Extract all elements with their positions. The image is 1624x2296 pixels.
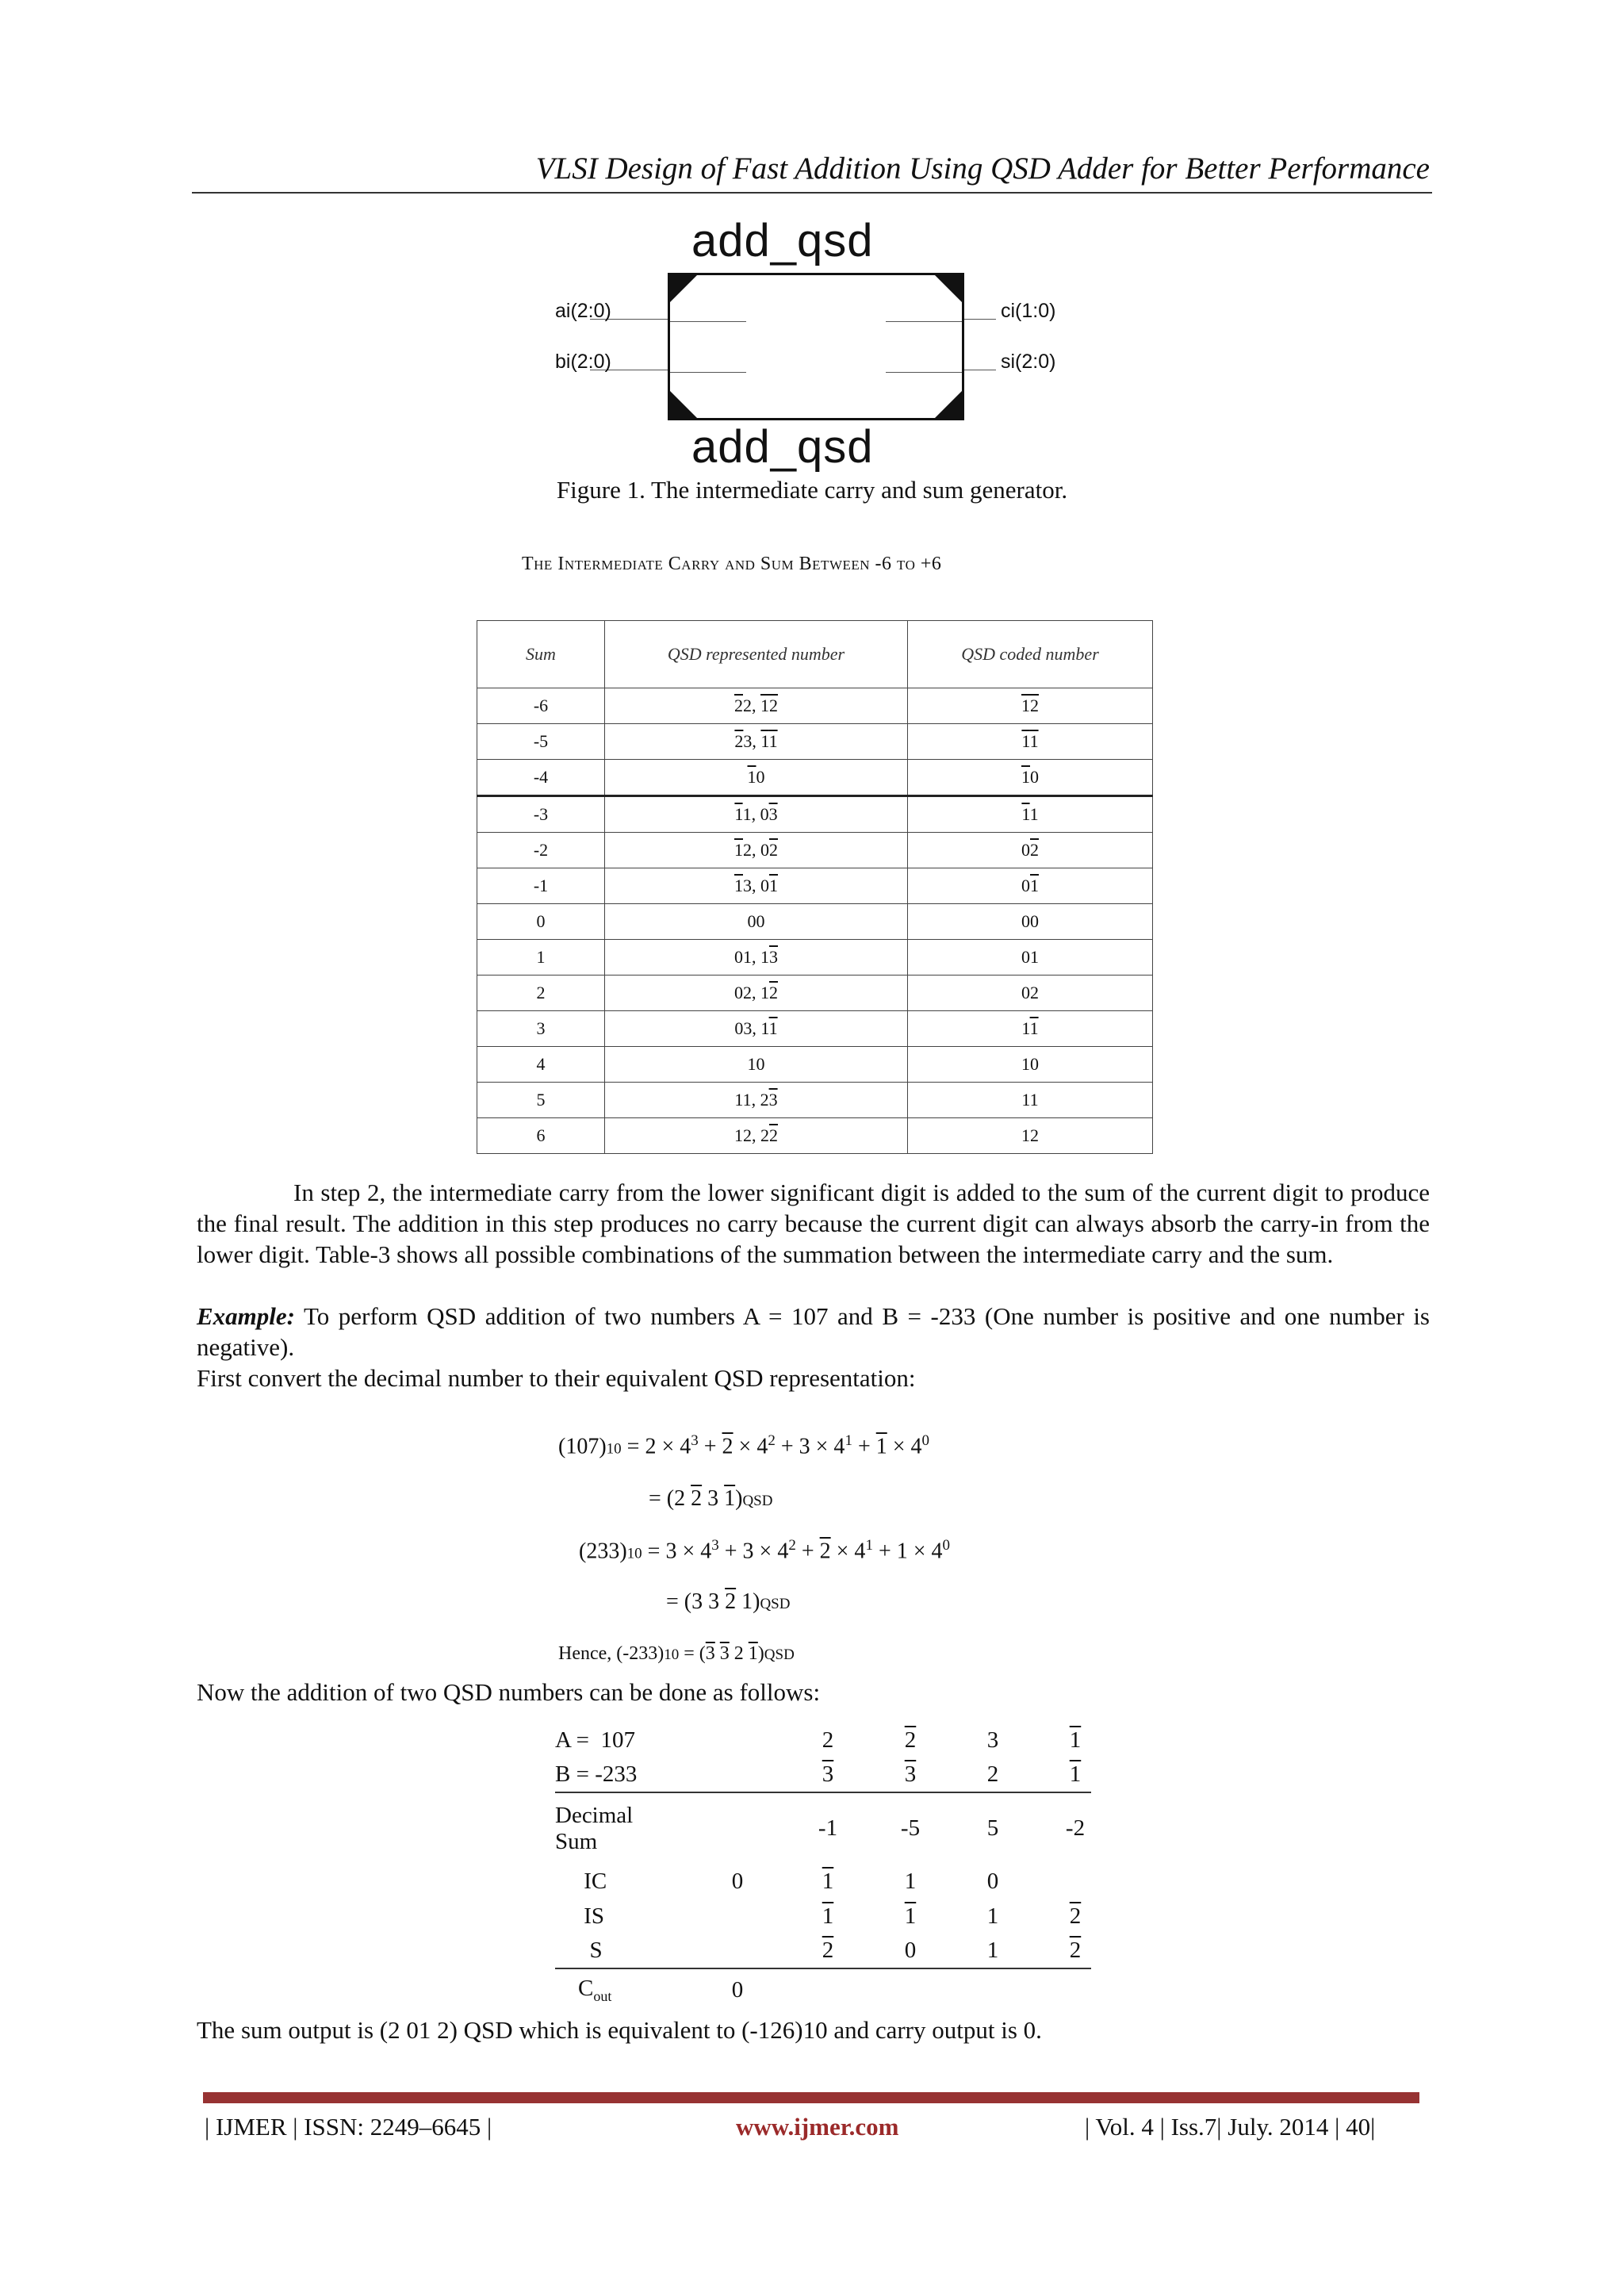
example-digit: 2 [822, 1727, 834, 1753]
carry-sum-table [477, 620, 1153, 1154]
example-digit [844, 1968, 926, 2011]
cell-represented: 00 [605, 904, 908, 940]
example-row [555, 1723, 1091, 1757]
example-carry-in [714, 1934, 761, 1968]
cell-sum: 2 [477, 976, 605, 1011]
cell-coded: 01 [908, 868, 1153, 904]
example-digit: -2 [1009, 1792, 1091, 1864]
example-row-label: IC [555, 1868, 607, 1894]
example-digit: -1 [761, 1792, 844, 1864]
table-row [477, 904, 1153, 940]
example-row [555, 1899, 1091, 1934]
block-name-top: add_qsd [691, 215, 874, 266]
example-digit [761, 1968, 844, 2011]
block-corner-br [934, 390, 963, 419]
cell-represented: 02, 12 [605, 976, 908, 1011]
table-title: The Intermediate Carry and Sum Between -6 to +6 [522, 554, 942, 574]
table-row [477, 1047, 1153, 1083]
wire-b [670, 372, 746, 373]
block-name-bottom: add_qsd [691, 421, 874, 473]
example-carry-in [714, 1899, 761, 1934]
example-digit: 1 [822, 1868, 834, 1894]
example-digit: 1 [822, 1903, 834, 1929]
table-row [477, 833, 1153, 868]
table-row [477, 796, 1153, 833]
table-row [477, 1083, 1153, 1118]
example-row [555, 1792, 1091, 1864]
example-paragraph [197, 1301, 1430, 1363]
table-row [477, 760, 1153, 796]
cell-represented: 10 [605, 1047, 908, 1083]
example-digit: 1 [1069, 1761, 1082, 1787]
example-carry-in: 0 [714, 1968, 761, 2011]
cell-represented: 10 [605, 760, 908, 796]
cell-coded: 11 [908, 796, 1153, 833]
table-row [477, 976, 1153, 1011]
footer-volume: | Vol. 4 | Iss.7| July. 2014 | 40| [1085, 2113, 1376, 2141]
port-si: si(2:0) [1001, 351, 1056, 373]
equation-5: Hence, (-233)10 = (3 3 2 1)QSD [558, 1643, 795, 1664]
example-body [555, 1723, 1091, 2011]
example-digit: 0 [986, 1868, 999, 1894]
cell-represented: 12, 22 [605, 1118, 908, 1154]
cell-represented: 11, 03 [605, 796, 908, 833]
example-digit [1009, 1968, 1091, 2011]
cell-represented: 01, 13 [605, 940, 908, 976]
cell-sum: -2 [477, 833, 605, 868]
col-header-sum: Sum [477, 621, 605, 688]
result-line: The sum output is (2 01 2) QSD which is equivalent to (-126)10 and carry output is 0. [197, 2016, 1042, 2044]
example-row-label: B = -233 [555, 1761, 638, 1787]
cell-sum: 6 [477, 1118, 605, 1154]
cell-coded: 12 [908, 1118, 1153, 1154]
equation-3: $(233)10 = 3 \times 4^3 + 3 \times 4^2 + 2 \times 4^1 + 1 \times 4^0$ [579, 1537, 951, 1564]
example-carry-in [714, 1792, 761, 1864]
example-digit: 3 [986, 1727, 999, 1753]
example-row [555, 1934, 1091, 1968]
table-row [477, 868, 1153, 904]
example-digit: 1 [986, 1938, 999, 1963]
table-row [477, 688, 1153, 724]
example-row-label: A = 107 [555, 1727, 635, 1753]
port-ai: ai(2:0) [555, 300, 611, 322]
port-ci: ci(1:0) [1001, 300, 1056, 322]
example-row-label: IS [555, 1903, 605, 1929]
running-title: VLSI Design of Fast Addition Using QSD Adder for Better Performance [535, 151, 1430, 186]
table-row [477, 1118, 1153, 1154]
example-row-label: $C_{out}$ [555, 1968, 714, 2011]
footer-journal: | IJMER | ISSN: 2249–6645 | [205, 2113, 492, 2141]
equation-4: = (3 3 2 1)QSD [666, 1589, 791, 1614]
port-bi: bi(2:0) [555, 351, 611, 373]
cell-sum: 4 [477, 1047, 605, 1083]
example-row-label: Decimal Sum [555, 1792, 714, 1864]
table-row [477, 940, 1153, 976]
now-line: Now the addition of two QSD numbers can be done as follows: [197, 1678, 821, 1706]
example-digit: 3 [904, 1761, 917, 1787]
example-digit: -5 [844, 1792, 926, 1864]
cell-coded: 10 [908, 760, 1153, 796]
footer-url[interactable]: www.ijmer.com [736, 2113, 899, 2141]
example-carry-in: 0 [731, 1868, 744, 1894]
example-carry-in [714, 1757, 761, 1792]
cell-coded: 11 [908, 1083, 1153, 1118]
convert-line: First convert the decimal number to their equivalent QSD representation: [197, 1364, 916, 1392]
cell-sum: -4 [477, 760, 605, 796]
example-row [555, 1757, 1091, 1792]
example-digit: 1 [986, 1903, 999, 1929]
cell-coded: 12 [908, 688, 1153, 724]
cell-coded: 10 [908, 1047, 1153, 1083]
equation-2: = (2 2 3 1)QSD [649, 1486, 773, 1511]
qsd-adder-block [668, 273, 964, 420]
equation-1: $(107)10 = 2 \times 4^3 + 2 \times 4^2 + 3 \times 4^1 + 1 \times 4^0$ [558, 1432, 930, 1459]
col-header-coded: QSD coded number [908, 621, 1153, 688]
footer-bar [203, 2092, 1419, 2103]
cell-sum: 5 [477, 1083, 605, 1118]
cell-sum: 0 [477, 904, 605, 940]
example-label: Example: [197, 1302, 295, 1330]
qsd-addition-example [555, 1723, 1091, 2011]
table-row [477, 724, 1153, 760]
example-digit: 2 [904, 1727, 917, 1753]
example-digit [1009, 1864, 1091, 1899]
cell-coded: 02 [908, 976, 1153, 1011]
example-digit: 2 [1069, 1903, 1082, 1929]
wire-c-ext [964, 319, 996, 320]
cell-represented: 13, 01 [605, 868, 908, 904]
block-corner-tr [934, 274, 963, 303]
table-row [477, 1011, 1153, 1047]
cell-sum: 1 [477, 940, 605, 976]
cell-represented: 12, 02 [605, 833, 908, 868]
example-digit: 2 [822, 1938, 834, 1963]
example-digit: 3 [822, 1761, 834, 1787]
example-digit: 2 [1069, 1938, 1082, 1963]
cell-coded: 01 [908, 940, 1153, 976]
step2-paragraph: In step 2, the intermediate carry from the lower significant digit is added to the sum of the current digit to produce the final result. The addition in this step produces no carry because the current digit can always absorb the carry-in from the lower digit. Table-3 shows all possible combinations of the summation between the intermediate carry and the sum. [197, 1179, 1430, 1268]
cell-represented: 23, 11 [605, 724, 908, 760]
wire-a [670, 321, 746, 322]
cell-coded: 02 [908, 833, 1153, 868]
example-row-label: S [555, 1938, 603, 1963]
cell-represented: 22, 12 [605, 688, 908, 724]
block-corner-bl [669, 390, 698, 419]
example-digit: 1 [904, 1868, 917, 1894]
cell-coded: 11 [908, 1011, 1153, 1047]
example-digit: 2 [986, 1761, 999, 1787]
example-digit: 1 [904, 1903, 917, 1929]
cell-sum: 3 [477, 1011, 605, 1047]
cell-sum: -3 [477, 796, 605, 833]
example-digit: 1 [1069, 1727, 1082, 1753]
wire-c [886, 321, 962, 322]
cell-represented: 11, 23 [605, 1083, 908, 1118]
cell-coded: 00 [908, 904, 1153, 940]
table-body [477, 688, 1153, 1154]
example-text: To perform QSD addition of two numbers A = 107 and B = -233 (One number is positive and one number is negative). [197, 1302, 1430, 1361]
example-digit: 5 [926, 1792, 1009, 1864]
cell-sum: -6 [477, 688, 605, 724]
example-carry-in [714, 1723, 761, 1757]
example-digit: 0 [904, 1938, 917, 1963]
col-header-represented: QSD represented number [605, 621, 908, 688]
example-digit [926, 1968, 1009, 2011]
cell-represented: 03, 11 [605, 1011, 908, 1047]
cell-coded: 11 [908, 724, 1153, 760]
example-row [555, 1864, 1091, 1899]
header-rule [192, 192, 1432, 194]
cell-sum: -1 [477, 868, 605, 904]
wire-s [886, 372, 962, 373]
block-corner-tl [669, 274, 698, 303]
example-row [555, 1968, 1091, 2011]
figure-caption: Figure 1. The intermediate carry and sum generator. [556, 476, 1068, 504]
cell-sum: -5 [477, 724, 605, 760]
